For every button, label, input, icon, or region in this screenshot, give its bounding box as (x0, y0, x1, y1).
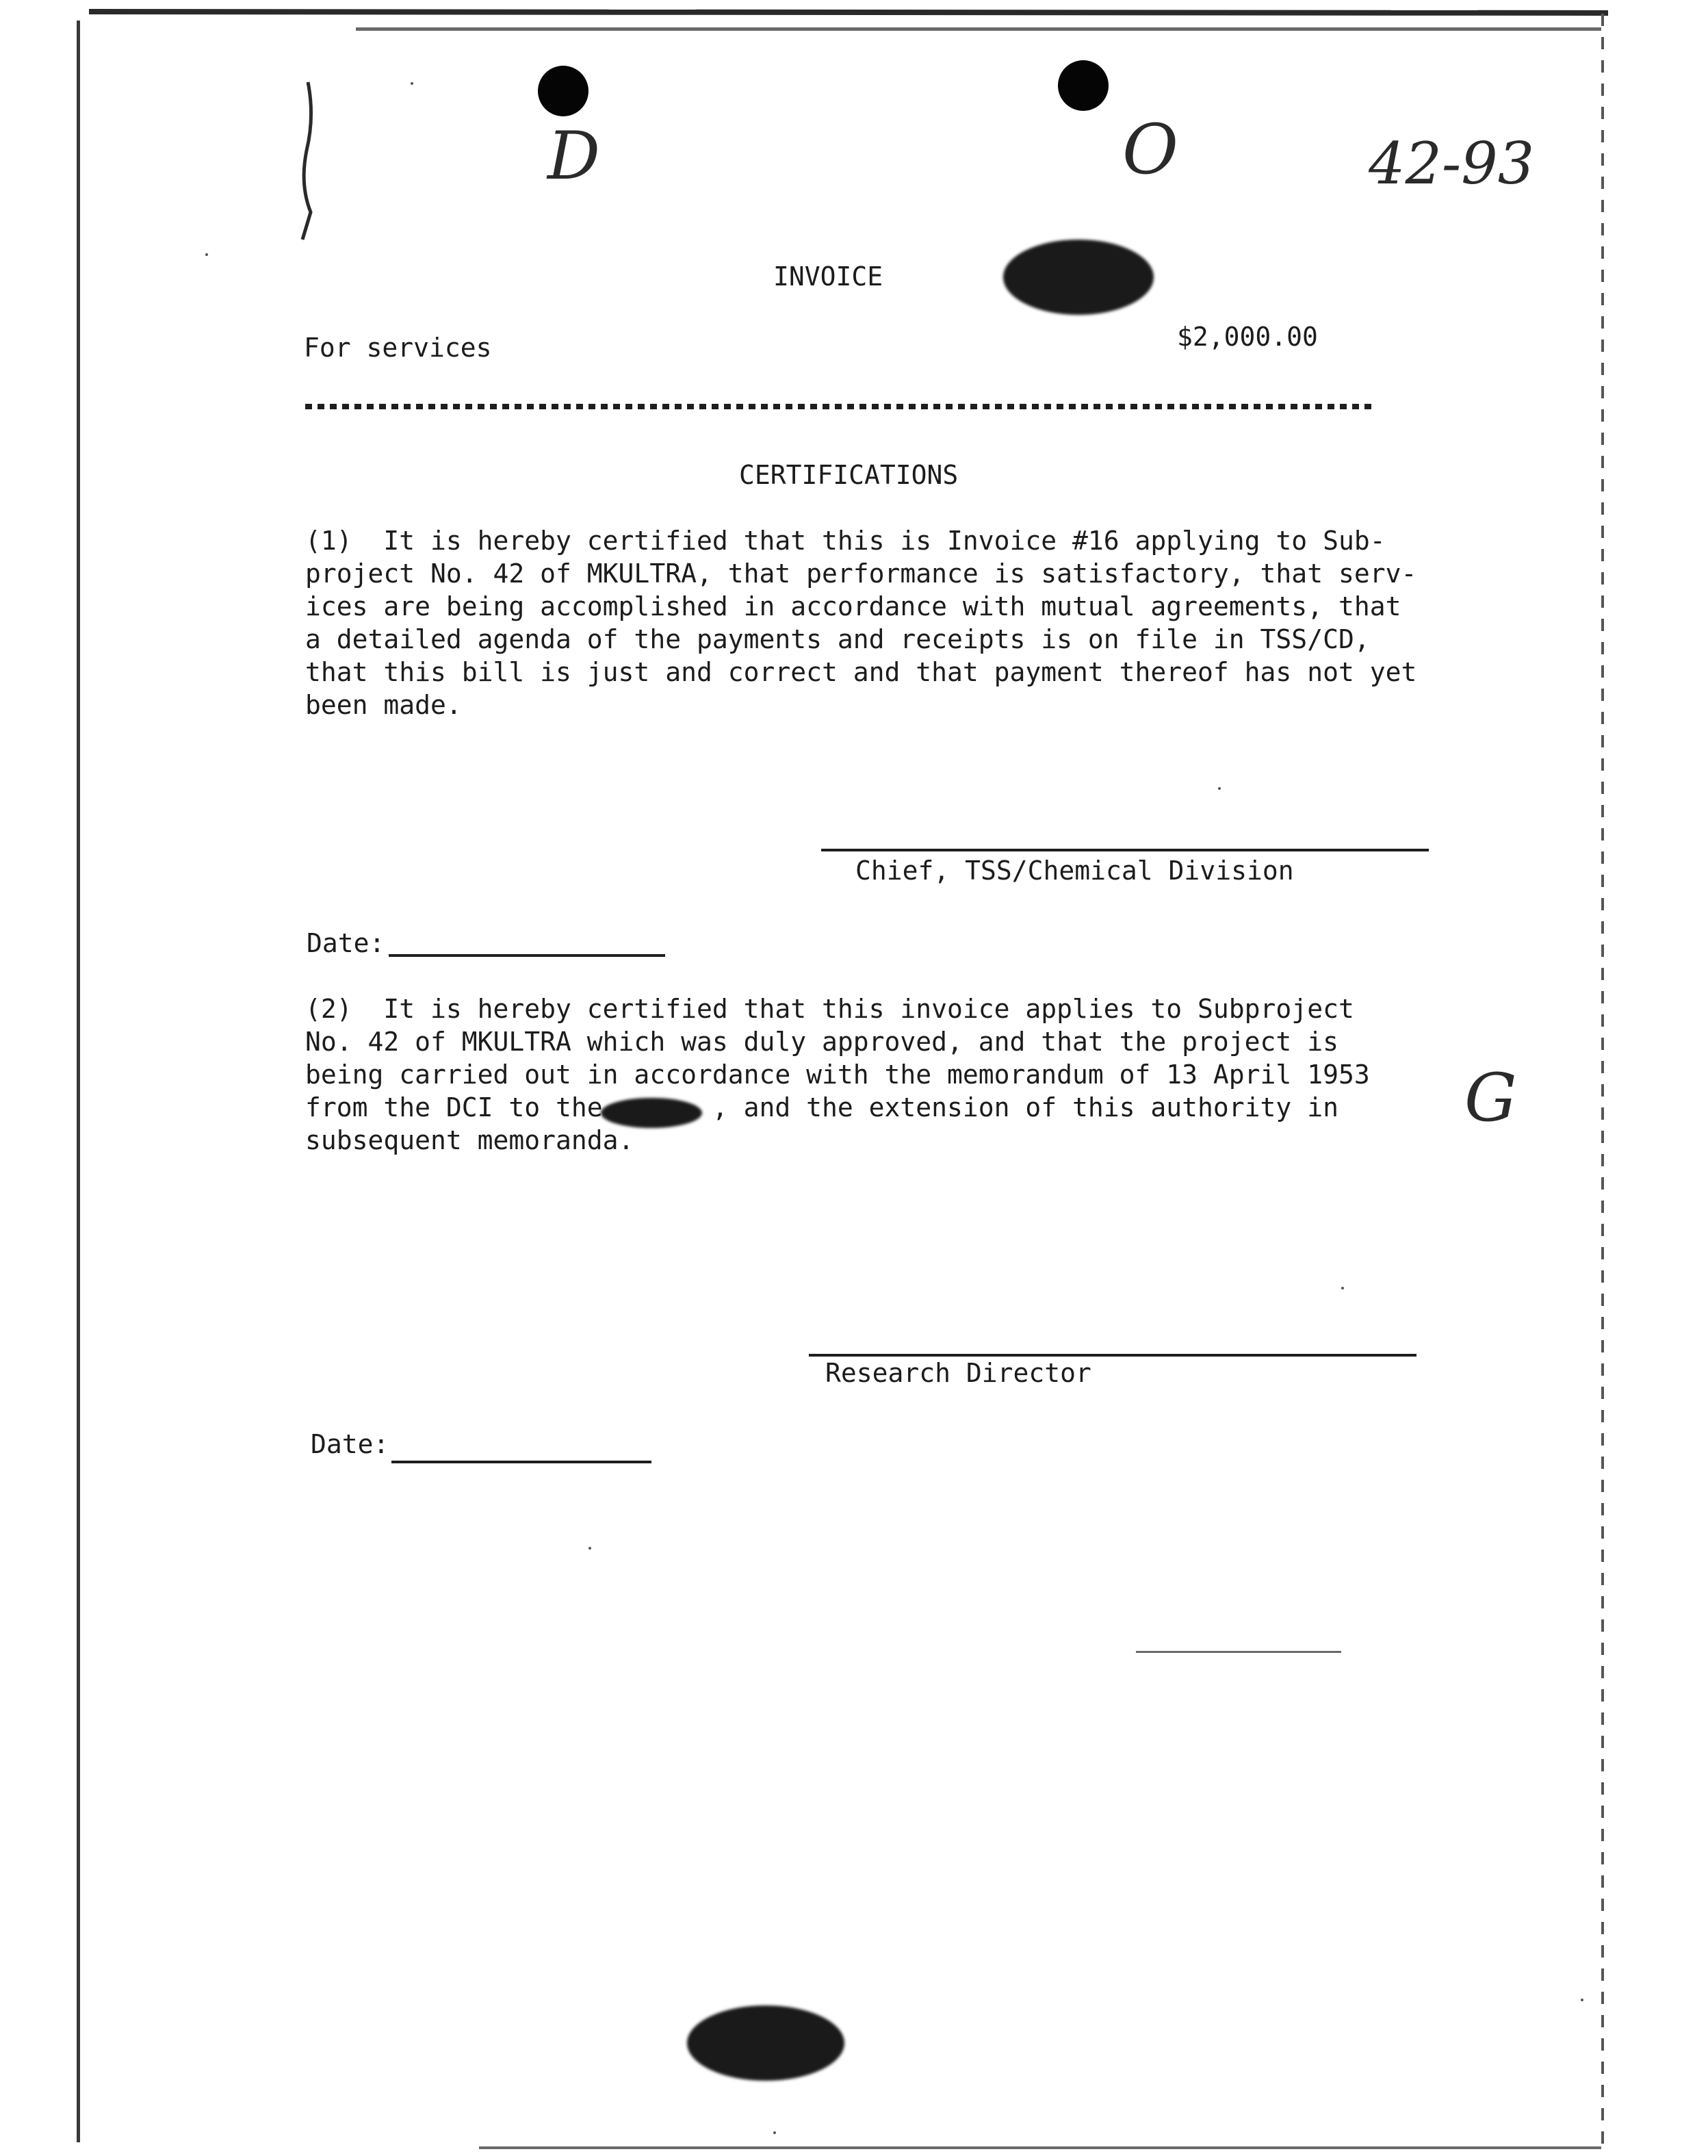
scan-edge-bottom (479, 2146, 1601, 2149)
cert2-line-1: (2) It is hereby certified that this invoice applies to Subproject (305, 994, 1354, 1024)
certifications-heading: CERTIFICATIONS (739, 460, 959, 490)
scan-edge-right (1601, 14, 1604, 2149)
dashed-separator (305, 404, 1375, 409)
scan-edge-top-fragment (356, 27, 1601, 31)
billing-amount: $2,000.00 (1177, 322, 1318, 352)
redaction-blot-bottom (687, 2005, 844, 2081)
cert1-line-1: (1) It is hereby certified that this is Invoice #16 applying to Sub- (305, 526, 1386, 556)
cert1-line-3: ices are being accomplished in accordance with mutual agreements, that (305, 591, 1401, 621)
scan-speck (411, 82, 413, 85)
cert1-line-4: a detailed agenda of the payments and receipts is on file in TSS/CD, (305, 624, 1370, 654)
scan-speck (1341, 1287, 1344, 1289)
cert2-line-3: being carried out in accordance with the memorandum of 13 April 1953 (305, 1060, 1370, 1090)
invoice-title: INVOICE (773, 261, 883, 292)
cert2-line-2: No. 42 of MKULTRA which was duly approved, and that the project is (305, 1027, 1338, 1057)
date-line-2 (391, 1461, 651, 1463)
scan-speck (1218, 787, 1221, 790)
handwritten-initial: G (1464, 1060, 1517, 1136)
scan-speck (205, 253, 208, 256)
handwritten-mark-center: O (1122, 110, 1178, 190)
signature-title-director: Research Director (825, 1358, 1091, 1388)
cert1-line-5: that this bill is just and correct and that payment thereof has not yet (305, 657, 1417, 687)
cert1-line-2: project No. 42 of MKULTRA, that performance is satisfactory, that serv- (305, 559, 1417, 589)
cert2-line-4: from the DCI to the , and the extension of this authority in (305, 1092, 1338, 1122)
handwritten-file-number: 42-93 (1369, 130, 1535, 197)
signature-title-chief: Chief, TSS/Chemical Division (855, 856, 1294, 886)
handwritten-bracket (287, 75, 328, 246)
handwritten-mark-left: D (547, 118, 600, 194)
date-label-2: Date: (311, 1429, 389, 1459)
billing-item-label: For services (304, 333, 492, 363)
signature-line-chief (821, 849, 1429, 851)
scan-speck (773, 2131, 776, 2134)
date-line-1 (389, 954, 665, 957)
scan-edge-left (77, 21, 80, 2142)
redaction-blot-top (1003, 240, 1154, 315)
punch-hole-right (1058, 60, 1109, 111)
scan-speck (588, 1547, 591, 1550)
scan-edge-top (89, 9, 1608, 16)
stray-mark-line (1136, 1651, 1341, 1653)
punch-hole-left (538, 66, 588, 116)
cert2-line-5: subsequent memoranda. (305, 1125, 634, 1155)
cert1-line-6: been made. (305, 690, 462, 720)
date-label-1: Date: (307, 928, 385, 958)
scan-speck (1581, 1999, 1583, 2001)
